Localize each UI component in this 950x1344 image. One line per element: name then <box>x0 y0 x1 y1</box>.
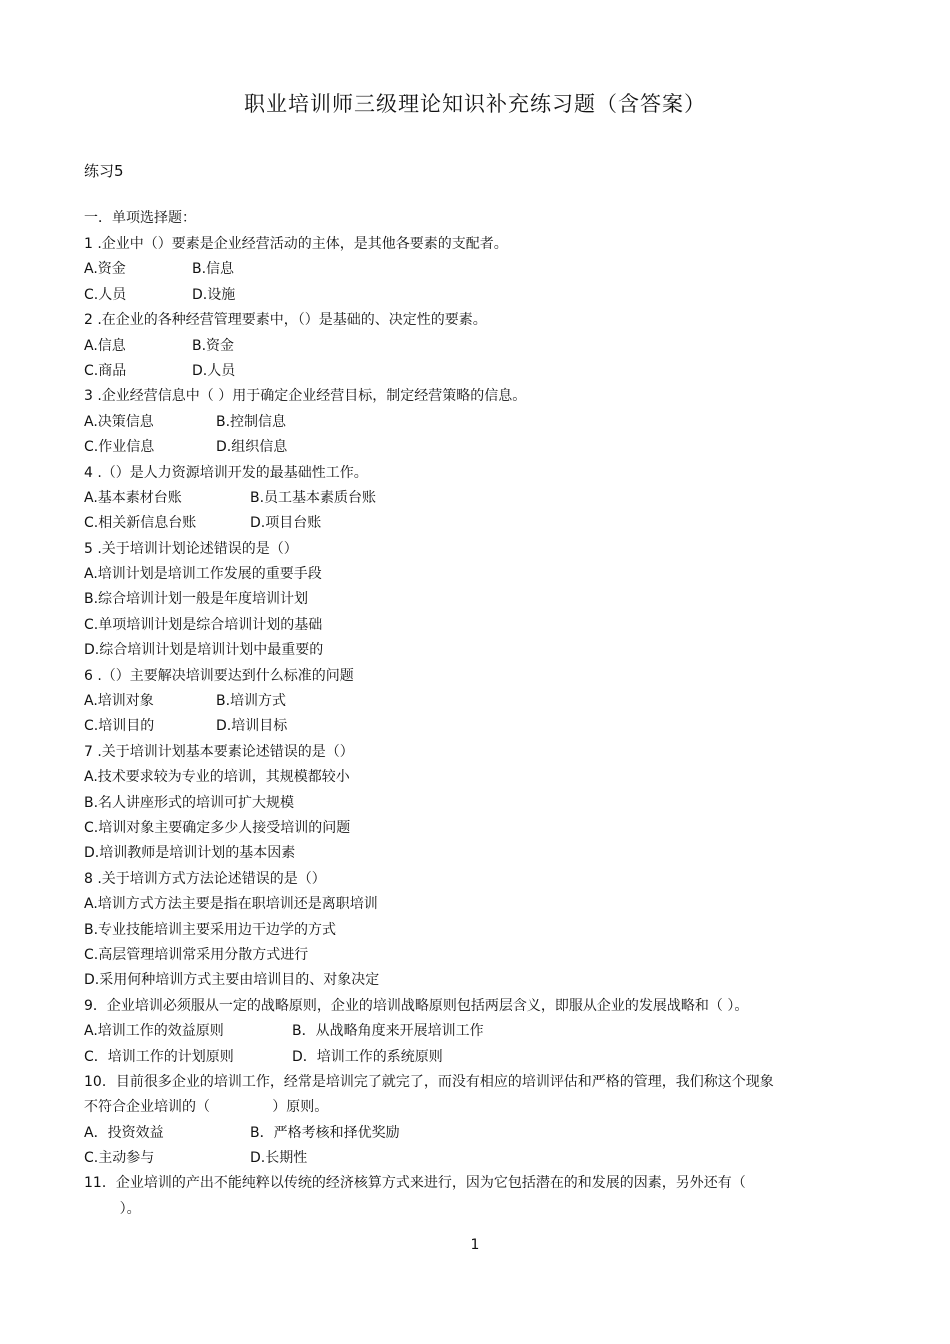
question-text: 5 .关于培训计划论述错误的是（） <box>84 540 298 557</box>
answer-option: A.培训对象 <box>84 693 154 710</box>
option-row <box>84 1121 874 1146</box>
question-text: 9．企业培训必须服从一定的战略原则，企业的培训战略原则包括两层含义，即服从企业的发展战略和（ ）。 <box>84 997 749 1014</box>
answer-option: C.主动参与 <box>84 1150 155 1167</box>
question-text: 2 .在企业的各种经营管理要素中，（）是基础的、决定性的要素。 <box>84 312 487 329</box>
option-row <box>84 918 874 943</box>
answer-option: A.决策信息 <box>84 413 154 430</box>
answer-option: C．培训工作的计划原则 <box>84 1048 234 1065</box>
answer-option: C.培训对象主要确定多少人接受培训的问题 <box>84 819 351 836</box>
answer-option: D.组织信息 <box>216 439 288 456</box>
option-row <box>84 689 874 714</box>
option-row <box>84 283 874 308</box>
option-row <box>84 562 874 587</box>
option-row <box>84 486 874 511</box>
answer-option: C.培训目的 <box>84 718 155 735</box>
question-text: 1 .企业中（）要素是企业经营活动的主体，是其他各要素的支配者。 <box>84 236 508 252</box>
option-row <box>84 1146 874 1171</box>
question-text: 7 .关于培训计划基本要素论述错误的是（） <box>84 743 354 760</box>
option-row <box>84 257 874 282</box>
option-row <box>84 511 874 536</box>
answer-option: D.项目台账 <box>250 515 322 532</box>
option-row <box>84 943 874 968</box>
answer-option: C.高层管理培训常采用分散方式进行 <box>84 946 309 963</box>
option-row <box>84 765 874 790</box>
option-row <box>84 359 874 384</box>
option-row <box>84 816 874 841</box>
answer-option: A.资金 <box>84 261 126 278</box>
option-row <box>84 334 874 359</box>
question-text: 11．企业培训的产出不能纯粹以传统的经济核算方式来进行，因为它包括潜在的和发展的因素，另外还有（ <box>84 1175 746 1192</box>
page-number: 1 <box>470 1237 480 1253</box>
question-text-continuation: 不符合企业培训的（ ）原则。 <box>84 1099 329 1116</box>
answer-option: D.长期性 <box>250 1150 308 1167</box>
answer-option: B.信息 <box>192 261 235 278</box>
option-row <box>84 1019 874 1044</box>
answer-option: D.采用何种培训方式主要由培训目的、对象决定 <box>84 972 380 989</box>
answer-option: A.技术要求较为专业的培训，其规模都较小 <box>84 769 350 786</box>
answer-option: C.单项培训计划是综合培训计划的基础 <box>84 616 323 633</box>
question-text: 8 .关于培训方式方法论述错误的是（） <box>84 870 326 887</box>
answer-option: D.人员 <box>192 362 236 379</box>
answer-option: A.信息 <box>84 337 126 354</box>
question-text: 10．目前很多企业的培训工作，经常是培训完了就完了，而没有相应的培训评估和严格的管理，我们称这个现象 <box>84 1073 774 1090</box>
answer-option: A.培训工作的效益原则 <box>84 1023 224 1040</box>
answer-option: A.基本素材台账 <box>84 489 182 506</box>
answer-option: B.培训方式 <box>216 693 287 710</box>
option-row <box>84 892 874 917</box>
question-text: 3 .企业经营信息中（ ）用于确定企业经营目标，制定经营策略的信息。 <box>84 388 527 405</box>
answer-option: B.员工基本素质台账 <box>250 489 377 506</box>
option-row <box>84 968 874 993</box>
answer-option: B.名人讲座形式的培训可扩大规模 <box>84 794 295 811</box>
answer-option: B.综合培训计划一般是年度培训计划 <box>84 591 309 608</box>
answer-option: C.相关新信息台账 <box>84 515 197 532</box>
option-row <box>84 714 874 739</box>
question-list <box>84 232 874 1222</box>
option-row <box>84 638 874 663</box>
option-row <box>84 613 874 638</box>
option-row <box>84 1045 874 1070</box>
answer-option: A.培训方式方法主要是指在职培训还是离职培训 <box>84 896 378 913</box>
question-text: 6 .（）主要解决培训要达到什么标准的问题 <box>84 667 354 684</box>
answer-option: D.综合培训计划是培训计划中最重要的 <box>84 642 324 659</box>
answer-option: D.培训目标 <box>216 718 288 735</box>
answer-option: C.人员 <box>84 286 127 303</box>
section-heading: 一．单项选择题： <box>84 210 196 226</box>
answer-option: B.控制信息 <box>216 413 287 430</box>
answer-option: C.作业信息 <box>84 439 155 456</box>
question-text-continuation: ）。 <box>84 1200 141 1217</box>
option-row <box>84 841 874 866</box>
answer-option: D.设施 <box>192 286 236 303</box>
question-text: 4 .（）是人力资源培训开发的最基础性工作。 <box>84 464 368 481</box>
answer-option: B.专业技能培训主要采用边干边学的方式 <box>84 921 337 938</box>
answer-option: B．严格考核和择优奖励 <box>250 1124 400 1141</box>
answer-option: C.商品 <box>84 362 127 379</box>
option-row <box>84 410 874 435</box>
option-row <box>84 587 874 612</box>
exercise-label: 练习5 <box>84 162 124 180</box>
document-title: 职业培训师三级理论知识补充练习题（含答案） <box>244 92 706 116</box>
option-row <box>84 435 874 460</box>
answer-option: D．培训工作的系统原则 <box>292 1048 443 1065</box>
answer-option: B．从战略角度来开展培训工作 <box>292 1023 484 1040</box>
answer-option: D.培训教师是培训计划的基本因素 <box>84 845 296 862</box>
answer-option: B.资金 <box>192 337 235 354</box>
answer-option: A．投资效益 <box>84 1124 164 1141</box>
answer-option: A.培训计划是培训工作发展的重要手段 <box>84 566 322 583</box>
option-row <box>84 791 874 816</box>
